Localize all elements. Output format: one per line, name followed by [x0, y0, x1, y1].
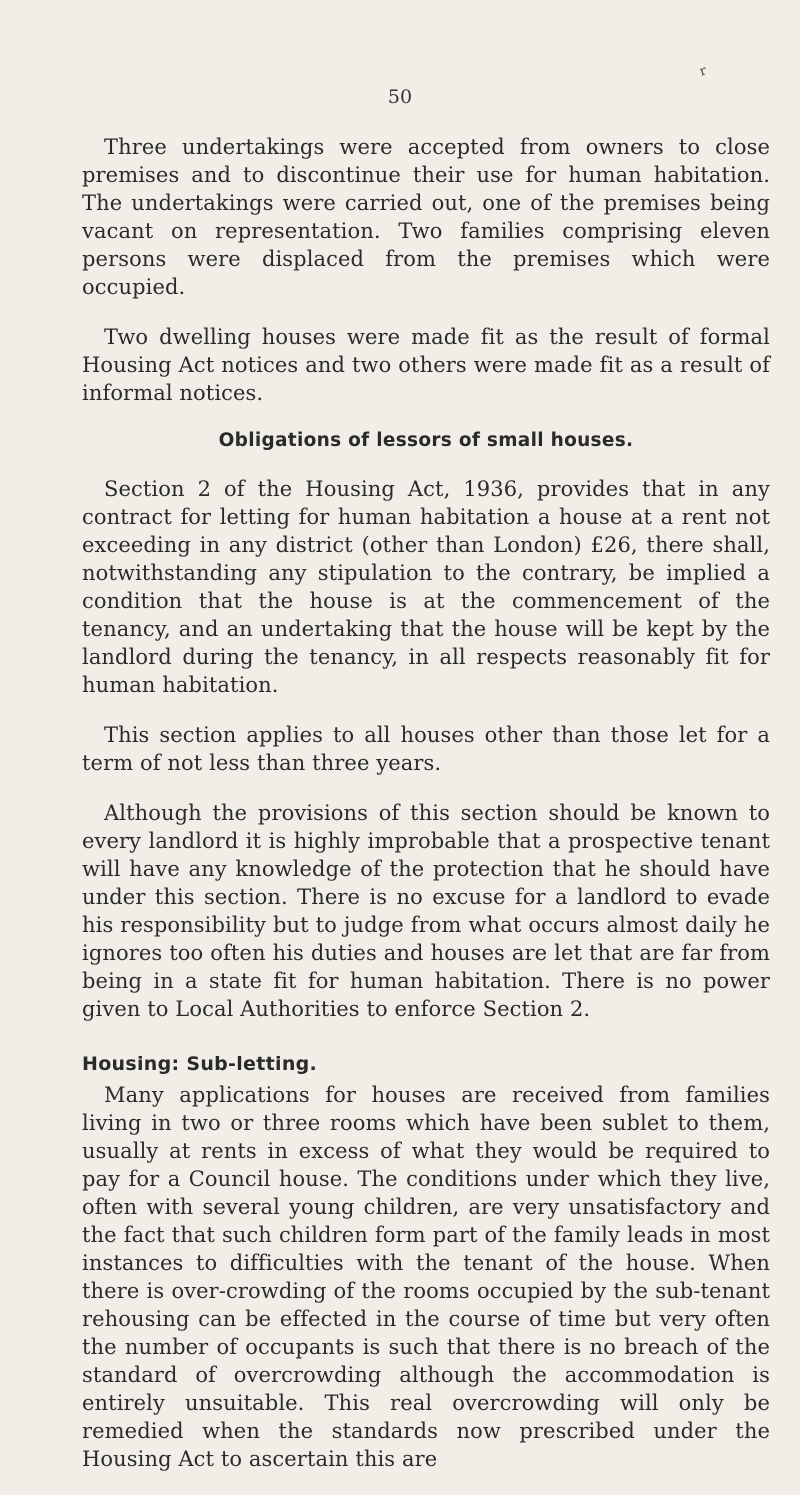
- paragraph-subletting: Many applications for houses are received from families living in two or three rooms which have been sublet to them, usually at rents in excess of what they would be required to pay for a Council house. The conditions under which they live, often with several young children, are very unsatisfactory and the fact that such children form part of the family leads in most instances to difficulties with the tenant of the house. When there is over-crowding of the rooms occupied by the sub-tenant rehousing can be effected in the course of time but very often the number of occupants is such that there is no breach of the standard of overcrowding although the accommodation is entirely unsuitable. This real overcrowding will only be remedied when the standards now prescribed under the Housing Act to ascertain this are: [82, 1083, 770, 1471]
- paragraph-landlord-responsibility: Although the provisions of this section should be known to every landlord it is highly improbable that a prospective tenant will have any knowledge of the protection that he should have under this section. There is no excuse for a landlord to evade his responsibility but to judge from what occurs almost daily he ignores too often his duties and houses are let that are far from being in a state fit for human habitation. There is no power given to Local Authorities to enforce Section 2.: [82, 801, 770, 1021]
- paragraph-dwelling-houses: Two dwelling houses were made fit as the result of formal Housing Act notices and two others were made fit as a result of informal notices.: [82, 325, 770, 405]
- paragraph-section-2: Section 2 of the Housing Act, 1936, provides that in any contract for letting for human habitation a house at a rent not exceeding in any district (other than London) £26, there shall, notwithstanding any stipulation to the contrary, be implied a condition that the house is at the commencement of the tenancy, and an undertaking that the house will be kept by the landlord during the tenancy, in all respects reasonably fit for human habitation.: [82, 477, 770, 697]
- paragraph-section-applies: This section applies to all houses other than those let for a term of not less than three years.: [82, 723, 770, 775]
- text-column: [82, 133, 770, 1495]
- paragraph-undertakings: Three undertakings were accepted from owners to close premises and to discontinue their use for human habitation. The undertakings were carried out, one of the premises being vacant on representation. Two families comprising eleven persons were displaced from the premises which were occupied.: [82, 135, 770, 299]
- section-heading-subletting: Housing: Sub-letting.: [82, 1053, 318, 1075]
- corner-mark: r: [697, 63, 709, 80]
- page-number: 50: [387, 86, 413, 108]
- section-heading-obligations: Obligations of lessors of small houses.: [218, 430, 634, 451]
